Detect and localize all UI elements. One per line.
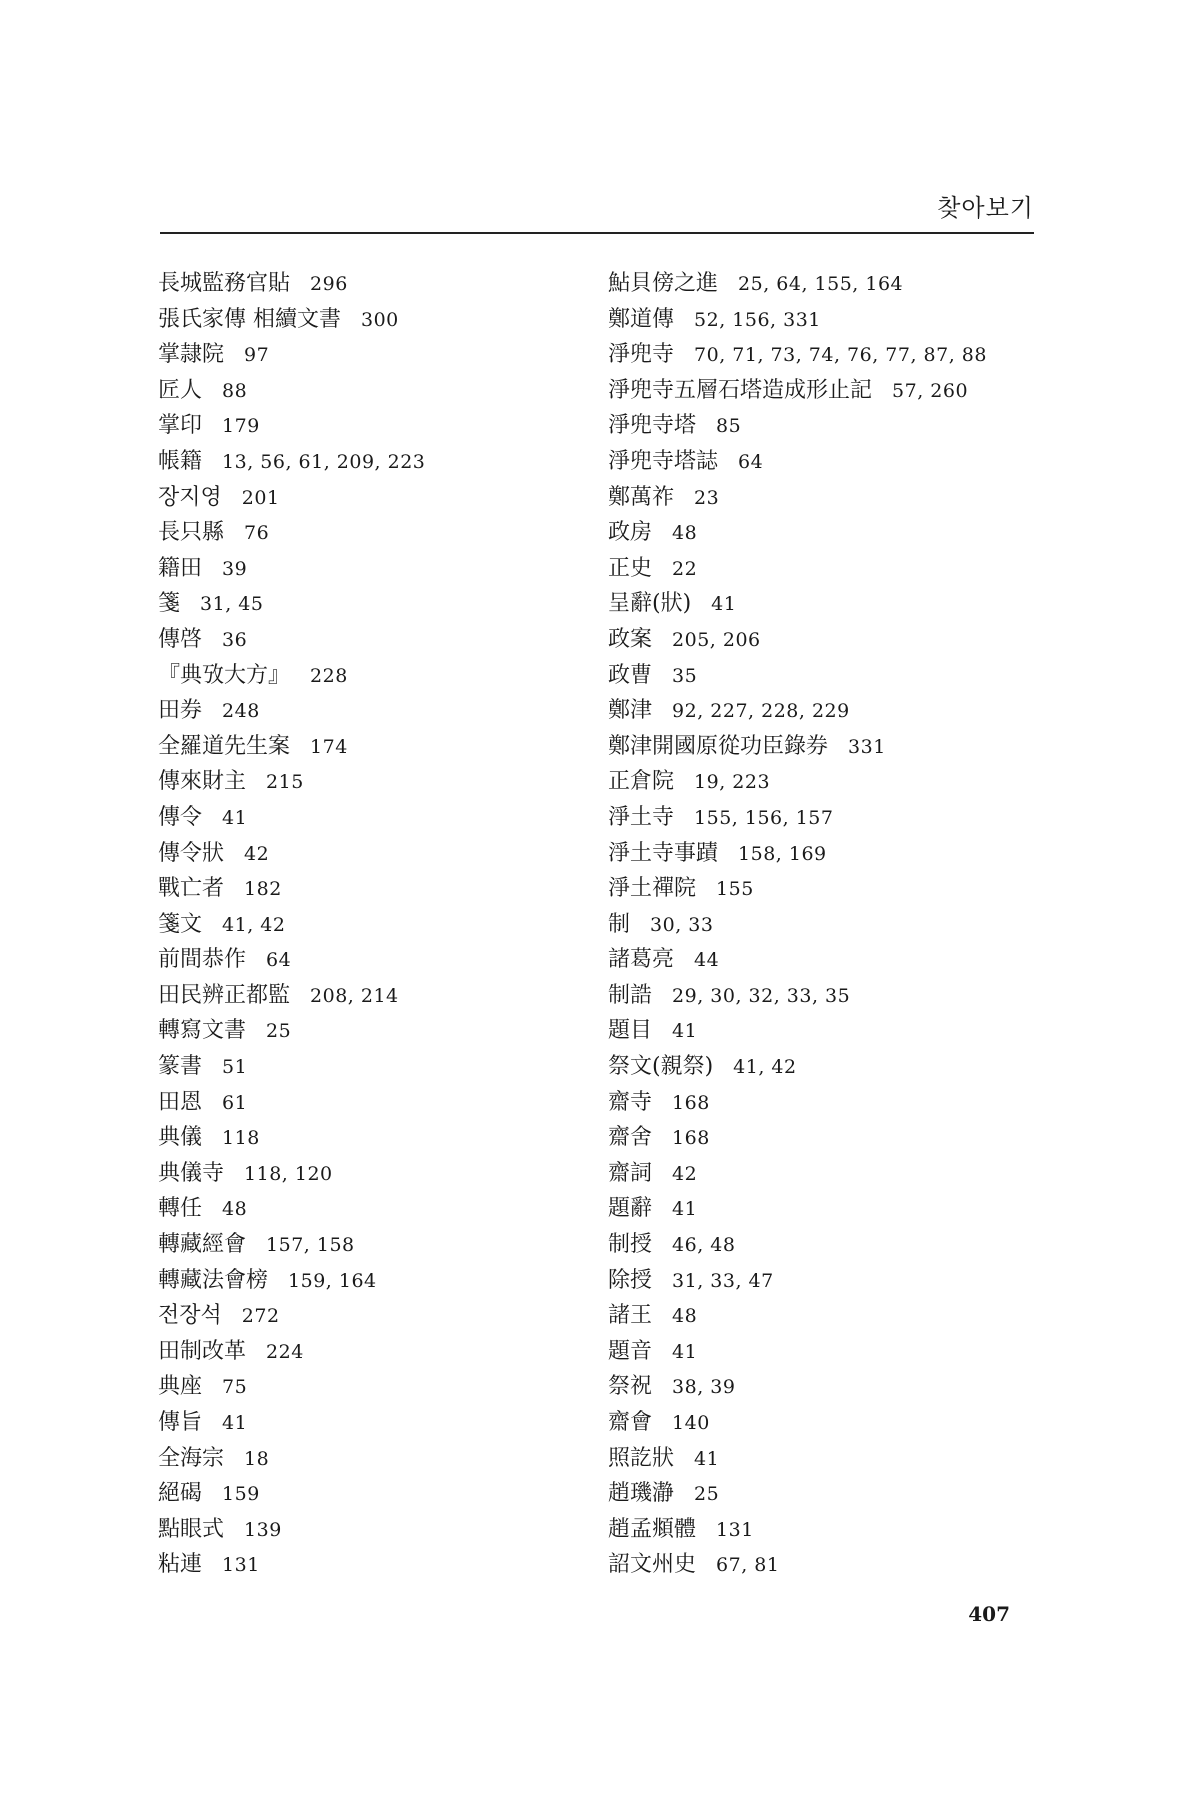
index-entry xyxy=(608,266,1038,302)
index-term: 諸葛亮 xyxy=(608,947,675,973)
index-term: 點眼式 xyxy=(158,1516,225,1542)
index-term: 淨土寺事蹟 xyxy=(608,840,719,866)
index-entry xyxy=(608,1405,1038,1441)
index-pages: 205, 206 xyxy=(672,628,761,651)
index-term: 政房 xyxy=(608,520,653,546)
index-pages: 42 xyxy=(244,842,270,865)
index-term: 前間恭作 xyxy=(158,947,247,973)
index-column-right xyxy=(608,266,1038,1583)
index-pages: 168 xyxy=(672,1127,710,1150)
index-pages: 51 xyxy=(222,1056,248,1079)
index-pages: 41, 42 xyxy=(733,1056,797,1079)
index-pages: 31, 33, 47 xyxy=(672,1269,774,1292)
index-entry xyxy=(608,978,1038,1014)
index-entry xyxy=(608,942,1038,978)
index-entry xyxy=(158,1120,578,1156)
index-pages: 118 xyxy=(222,1127,260,1150)
index-term: 田制改革 xyxy=(158,1338,247,1364)
index-pages: 159, 164 xyxy=(288,1269,377,1292)
index-term: 祭文(親祭) xyxy=(608,1054,714,1080)
index-term: 典儀 xyxy=(158,1125,203,1151)
index-entry xyxy=(158,337,578,373)
index-term: 詔文州史 xyxy=(608,1552,697,1578)
index-term: 題辭 xyxy=(608,1196,653,1222)
index-entry xyxy=(158,480,578,516)
index-entry xyxy=(608,800,1038,836)
index-term: 淨土禪院 xyxy=(608,876,697,902)
index-term: 張氏家傳 相續文書 xyxy=(158,306,341,332)
index-entry xyxy=(158,622,578,658)
header-rule xyxy=(160,232,1034,234)
index-pages: 48 xyxy=(672,1305,698,1328)
index-entry xyxy=(158,1298,578,1334)
index-term: 『典攷大方』 xyxy=(158,662,291,688)
index-pages: 39 xyxy=(222,557,248,580)
index-pages: 76 xyxy=(244,522,270,545)
index-entry xyxy=(608,871,1038,907)
index-pages: 36 xyxy=(222,628,248,651)
index-term: 傳令 xyxy=(158,804,203,830)
index-term: 趙璣瀞 xyxy=(608,1481,675,1507)
index-entry xyxy=(608,1263,1038,1299)
index-entry xyxy=(608,1156,1038,1192)
index-term: 籍田 xyxy=(158,555,203,581)
index-term: 制誥 xyxy=(608,982,653,1008)
index-pages: 41 xyxy=(711,593,737,616)
index-entry xyxy=(158,1263,578,1299)
index-entry xyxy=(608,1369,1038,1405)
index-entry xyxy=(158,1334,578,1370)
index-term: 鄭道傳 xyxy=(608,306,675,332)
index-term: 轉藏法會榜 xyxy=(158,1267,269,1293)
index-pages: 13, 56, 61, 209, 223 xyxy=(222,450,426,473)
index-term: 傳旨 xyxy=(158,1410,203,1435)
index-term: 制 xyxy=(608,911,631,937)
index-entry xyxy=(158,373,578,409)
index-pages: 30, 33 xyxy=(650,913,714,936)
index-term: 전장석 xyxy=(158,1303,222,1329)
index-entry xyxy=(158,1441,578,1477)
index-pages: 35 xyxy=(672,664,698,687)
index-term: 淨兜寺五層石塔造成形止記 xyxy=(608,377,873,403)
index-entry xyxy=(158,1476,578,1512)
index-pages: 44 xyxy=(694,949,720,972)
index-entry xyxy=(158,800,578,836)
index-pages: 228 xyxy=(310,664,348,687)
index-term: 鮎貝傍之進 xyxy=(608,271,719,296)
index-entry xyxy=(158,836,578,872)
index-pages: 296 xyxy=(310,273,348,295)
index-term: 장지영 xyxy=(158,484,222,510)
index-pages: 41 xyxy=(672,1340,698,1363)
index-pages: 25 xyxy=(266,1020,292,1043)
index-entry xyxy=(158,1405,578,1441)
index-entry xyxy=(158,1227,578,1263)
index-term: 轉藏經會 xyxy=(158,1232,247,1258)
index-pages: 48 xyxy=(222,1198,248,1221)
index-entry xyxy=(608,1013,1038,1049)
index-pages: 18 xyxy=(244,1447,270,1470)
index-entry xyxy=(608,373,1038,409)
index-entry xyxy=(608,764,1038,800)
index-pages: 48 xyxy=(672,522,698,545)
index-pages: 97 xyxy=(244,344,270,367)
index-pages: 215 xyxy=(266,771,304,794)
index-entry xyxy=(608,693,1038,729)
index-entry xyxy=(608,1049,1038,1085)
index-term: 典座 xyxy=(158,1374,203,1400)
index-pages: 67, 81 xyxy=(716,1554,780,1577)
index-term: 題音 xyxy=(608,1338,653,1364)
index-term: 戰亡者 xyxy=(158,876,225,902)
index-entry xyxy=(608,1476,1038,1512)
index-pages: 168 xyxy=(672,1091,710,1114)
index-term: 箋 xyxy=(158,591,181,617)
index-entry xyxy=(608,658,1038,694)
index-term: 政曹 xyxy=(608,662,653,688)
index-pages: 22 xyxy=(672,557,698,580)
index-term: 政案 xyxy=(608,626,653,652)
index-entry xyxy=(608,622,1038,658)
index-pages: 179 xyxy=(222,415,260,438)
index-term: 齋會 xyxy=(608,1410,653,1435)
index-pages: 25, 64, 155, 164 xyxy=(738,273,904,295)
index-entry xyxy=(158,1369,578,1405)
index-term: 箋文 xyxy=(158,911,203,937)
index-term: 除授 xyxy=(608,1267,653,1293)
index-entry xyxy=(158,586,578,622)
index-entry xyxy=(158,408,578,444)
page-number: 407 xyxy=(968,1602,1010,1626)
index-pages: 41 xyxy=(672,1198,698,1221)
index-term: 齋詞 xyxy=(608,1160,653,1186)
index-term: 齋舍 xyxy=(608,1125,653,1151)
index-term: 鄭津 xyxy=(608,698,653,724)
index-term: 諸王 xyxy=(608,1303,653,1329)
index-pages: 272 xyxy=(241,1305,280,1328)
index-term: 長城監務官貼 xyxy=(158,271,291,296)
index-term: 田恩 xyxy=(158,1089,203,1115)
index-pages: 19, 223 xyxy=(694,771,771,794)
index-pages: 46, 48 xyxy=(672,1234,736,1257)
index-pages: 75 xyxy=(222,1376,248,1399)
index-pages: 140 xyxy=(672,1412,710,1434)
index-entry xyxy=(158,729,578,765)
index-entry xyxy=(608,1191,1038,1227)
index-term: 絕碣 xyxy=(158,1481,203,1507)
index-term: 淨土寺 xyxy=(608,804,675,830)
index-term: 淨兜寺塔誌 xyxy=(608,448,719,474)
index-pages: 38, 39 xyxy=(672,1376,736,1399)
index-entry xyxy=(158,1512,578,1548)
index-term: 呈辭(狀) xyxy=(608,591,692,617)
index-pages: 23 xyxy=(694,486,720,509)
index-pages: 158, 169 xyxy=(738,842,827,865)
index-entry xyxy=(608,1441,1038,1477)
index-term: 長只縣 xyxy=(158,520,225,546)
index-entry xyxy=(608,1334,1038,1370)
index-term: 祭祝 xyxy=(608,1374,653,1400)
index-term: 傳令狀 xyxy=(158,840,225,866)
index-pages: 155, 156, 157 xyxy=(694,806,834,829)
index-entry xyxy=(608,1120,1038,1156)
index-entry xyxy=(608,836,1038,872)
index-entry xyxy=(608,1227,1038,1263)
index-term: 田民辨正都監 xyxy=(158,982,291,1008)
index-pages: 131 xyxy=(222,1554,260,1577)
index-term: 全海宗 xyxy=(158,1445,225,1471)
index-entry xyxy=(608,444,1038,480)
index-entry xyxy=(158,1013,578,1049)
index-pages: 118, 120 xyxy=(244,1162,333,1185)
index-pages: 85 xyxy=(716,415,742,438)
index-term: 淨兜寺 xyxy=(608,342,675,368)
index-entry xyxy=(158,658,578,694)
index-term: 掌印 xyxy=(158,413,203,439)
index-term: 掌隷院 xyxy=(158,342,225,368)
index-term: 匠人 xyxy=(158,377,203,403)
index-pages: 52, 156, 331 xyxy=(694,308,821,331)
running-head: 찾아보기 xyxy=(937,194,1034,222)
index-entry xyxy=(608,515,1038,551)
index-pages: 139 xyxy=(244,1518,282,1541)
index-term: 正倉院 xyxy=(608,769,675,795)
index-entry xyxy=(608,1512,1038,1548)
index-term: 正史 xyxy=(608,555,653,581)
index-entry xyxy=(158,1085,578,1121)
index-entry xyxy=(608,408,1038,444)
index-pages: 61 xyxy=(222,1091,248,1114)
index-term: 題目 xyxy=(608,1018,653,1044)
index-entry xyxy=(608,302,1038,338)
index-pages: 157, 158 xyxy=(266,1234,355,1257)
index-pages: 57, 260 xyxy=(892,379,969,402)
index-pages: 248 xyxy=(222,700,260,723)
index-term: 轉寫文書 xyxy=(158,1018,247,1044)
index-term: 田券 xyxy=(158,698,203,724)
index-term: 轉任 xyxy=(158,1196,203,1222)
index-pages: 42 xyxy=(672,1162,698,1185)
index-pages: 159 xyxy=(222,1483,260,1506)
index-pages: 70, 71, 73, 74, 76, 77, 87, 88 xyxy=(694,344,987,367)
index-entry xyxy=(158,266,578,302)
index-pages: 25 xyxy=(694,1483,720,1506)
index-entry xyxy=(158,302,578,338)
index-entry xyxy=(608,729,1038,765)
index-term: 粘連 xyxy=(158,1552,203,1578)
index-pages: 41 xyxy=(694,1447,720,1470)
index-term: 全羅道先生案 xyxy=(158,733,291,759)
index-entry xyxy=(158,1547,578,1583)
index-pages: 41 xyxy=(672,1020,698,1043)
index-pages: 64 xyxy=(266,949,292,972)
index-entry xyxy=(158,1156,578,1192)
index-entry xyxy=(608,480,1038,516)
index-entry xyxy=(158,1049,578,1085)
index-pages: 131 xyxy=(716,1518,754,1541)
index-entry xyxy=(608,907,1038,943)
index-pages: 182 xyxy=(244,878,282,901)
index-pages: 29, 30, 32, 33, 35 xyxy=(672,984,851,1007)
index-pages: 174 xyxy=(310,735,348,758)
index-term: 帳籍 xyxy=(158,448,203,474)
index-term: 典儀寺 xyxy=(158,1160,225,1186)
index-term: 鄭津開國原從功臣錄券 xyxy=(608,733,829,759)
index-column-left xyxy=(158,266,578,1583)
index-pages: 331 xyxy=(848,735,886,758)
index-entry xyxy=(608,1085,1038,1121)
index-entry xyxy=(158,907,578,943)
index-term: 制授 xyxy=(608,1232,653,1258)
index-pages: 201 xyxy=(241,486,280,509)
index-pages: 64 xyxy=(738,450,764,473)
index-term: 鄭萬祚 xyxy=(608,484,675,510)
index-entry xyxy=(608,1547,1038,1583)
index-entry xyxy=(158,693,578,729)
index-term: 淨兜寺塔 xyxy=(608,413,697,439)
index-pages: 92, 227, 228, 229 xyxy=(672,700,850,723)
index-pages: 155 xyxy=(716,878,754,901)
index-entry xyxy=(158,551,578,587)
index-entry xyxy=(158,978,578,1014)
index-entry xyxy=(158,942,578,978)
index-entry xyxy=(608,337,1038,373)
index-entry xyxy=(608,551,1038,587)
index-pages: 41 xyxy=(222,1412,248,1434)
index-term: 傳啓 xyxy=(158,626,203,652)
index-pages: 88 xyxy=(222,379,248,402)
index-entry xyxy=(608,586,1038,622)
index-entry xyxy=(158,871,578,907)
index-term: 趙孟頫體 xyxy=(608,1516,697,1542)
index-pages: 208, 214 xyxy=(310,984,399,1007)
index-entry xyxy=(608,1298,1038,1334)
index-pages: 41, 42 xyxy=(222,913,286,936)
index-entry xyxy=(158,1191,578,1227)
index-pages: 224 xyxy=(266,1340,304,1363)
index-entry xyxy=(158,764,578,800)
index-term: 照訖狀 xyxy=(608,1445,675,1471)
index-pages: 41 xyxy=(222,806,248,829)
index-pages: 300 xyxy=(361,308,399,331)
index-term: 傳來財主 xyxy=(158,769,247,795)
index-pages: 31, 45 xyxy=(200,593,264,616)
index-term: 篆書 xyxy=(158,1054,203,1080)
index-entry xyxy=(158,444,578,480)
index-entry xyxy=(158,515,578,551)
index-term: 齋寺 xyxy=(608,1089,653,1115)
